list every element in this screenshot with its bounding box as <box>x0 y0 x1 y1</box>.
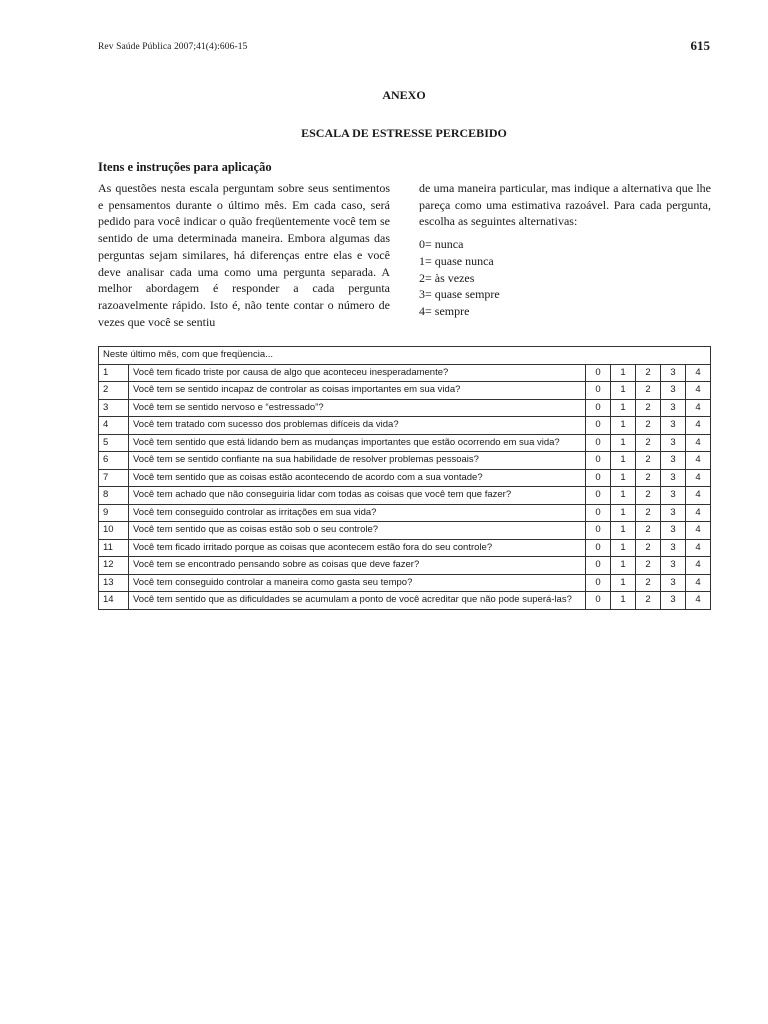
answer-option: 3 <box>661 487 686 505</box>
answer-option: 2 <box>636 557 661 575</box>
answer-option: 1 <box>611 399 636 417</box>
answer-option: 3 <box>661 557 686 575</box>
journal-citation: Rev Saúde Pública 2007;41(4):606-15 <box>98 42 248 52</box>
table-row <box>99 417 711 435</box>
annex-title: ANEXO <box>382 88 426 102</box>
answer-option: 4 <box>686 417 711 435</box>
answer-option: 1 <box>611 417 636 435</box>
answer-option: 4 <box>686 469 711 487</box>
answer-option: 4 <box>686 592 711 610</box>
scale-title: ESCALA DE ESTRESSE PERCEBIDO <box>301 126 507 140</box>
scale-option: 3= quase sempre <box>419 287 500 302</box>
answer-option: 1 <box>611 382 636 400</box>
answer-option: 0 <box>586 574 611 592</box>
stress-scale-table <box>98 346 711 610</box>
item-number: 10 <box>99 522 129 540</box>
item-number: 13 <box>99 574 129 592</box>
item-question: Você tem se sentido nervoso e “estressado”? <box>129 399 586 417</box>
answer-option: 3 <box>661 434 686 452</box>
answer-option: 3 <box>661 364 686 382</box>
item-number: 6 <box>99 452 129 470</box>
item-number: 3 <box>99 399 129 417</box>
answer-option: 4 <box>686 574 711 592</box>
answer-option: 2 <box>636 504 661 522</box>
answer-option: 2 <box>636 364 661 382</box>
instructions-left-column: As questões nesta escala perguntam sobre seus sentimentos e pensamentos durante o último mês. Em cada caso, será pedido para você indicar o quão freqüentemente você tem se sentido de uma determinada maneira. Embora algumas das perguntas sejam similares, há diferenças entre elas e você deve analisar cada uma como uma pergunta separada. A melhor abordagem é responder a cada pergunta razoavelmente rápido. Isto é, não tente contar o número de vezes que você se sentiu <box>98 181 390 329</box>
answer-option: 1 <box>611 452 636 470</box>
answer-option: 1 <box>611 539 636 557</box>
table-row <box>99 539 711 557</box>
answer-option: 0 <box>586 592 611 610</box>
answer-option: 0 <box>586 399 611 417</box>
table-header: Neste último mês, com que freqüencia... <box>99 347 711 365</box>
answer-option: 1 <box>611 592 636 610</box>
answer-option: 3 <box>661 399 686 417</box>
answer-option: 1 <box>611 557 636 575</box>
item-question: Você tem sentido que está lidando bem as mudanças importantes que estão ocorrendo em sua vida? <box>129 434 586 452</box>
item-number: 14 <box>99 592 129 610</box>
answer-option: 0 <box>586 504 611 522</box>
answer-option: 0 <box>586 557 611 575</box>
answer-option: 1 <box>611 469 636 487</box>
item-question: Você tem ficado triste por causa de algo que aconteceu inesperadamente? <box>129 364 586 382</box>
answer-option: 3 <box>661 522 686 540</box>
table-row <box>99 469 711 487</box>
item-question: Você tem se sentido confiante na sua habilidade de resolver problemas pessoais? <box>129 452 586 470</box>
answer-option: 3 <box>661 417 686 435</box>
answer-option: 3 <box>661 539 686 557</box>
table-row <box>99 574 711 592</box>
scale-option: 1= quase nunca <box>419 253 494 268</box>
answer-option: 0 <box>586 522 611 540</box>
section-title: Itens e instruções para aplicação <box>98 160 272 174</box>
item-number: 9 <box>99 504 129 522</box>
answer-option: 2 <box>636 487 661 505</box>
instructions-right-column <box>419 180 711 320</box>
answer-option: 4 <box>686 557 711 575</box>
answer-option: 4 <box>686 539 711 557</box>
answer-option: 2 <box>636 417 661 435</box>
answer-option: 4 <box>686 452 711 470</box>
table-row <box>99 504 711 522</box>
table-row <box>99 452 711 470</box>
answer-option: 0 <box>586 434 611 452</box>
answer-option: 3 <box>661 469 686 487</box>
answer-option: 2 <box>636 452 661 470</box>
answer-option: 3 <box>661 504 686 522</box>
table-row <box>99 557 711 575</box>
answer-option: 1 <box>611 522 636 540</box>
table-row <box>99 382 711 400</box>
answer-option: 1 <box>611 434 636 452</box>
answer-option: 3 <box>661 382 686 400</box>
answer-option: 3 <box>661 592 686 610</box>
answer-option: 4 <box>686 364 711 382</box>
item-question: Você tem sentido que as coisas estão sob o seu controle? <box>129 522 586 540</box>
page-number: 615 <box>690 38 710 53</box>
answer-option: 0 <box>586 487 611 505</box>
item-number: 2 <box>99 382 129 400</box>
answer-option: 0 <box>586 417 611 435</box>
table-row <box>99 592 711 610</box>
answer-option: 3 <box>661 574 686 592</box>
answer-option: 1 <box>611 504 636 522</box>
item-number: 11 <box>99 539 129 557</box>
answer-option: 4 <box>686 399 711 417</box>
scale-option: 0= nunca <box>419 237 464 252</box>
table-row <box>99 487 711 505</box>
item-question: Você tem sentido que as coisas estão acontecendo de acordo com a sua vontade? <box>129 469 586 487</box>
scale-option: 4= sempre <box>419 303 470 318</box>
item-question: Você tem ficado irritado porque as coisas que acontecem estão fora do seu controle? <box>129 539 586 557</box>
answer-option: 4 <box>686 382 711 400</box>
item-question: Você tem se sentido incapaz de controlar as coisas importantes em sua vida? <box>129 382 586 400</box>
item-number: 4 <box>99 417 129 435</box>
table-row <box>99 399 711 417</box>
answer-option: 2 <box>636 592 661 610</box>
answer-option: 2 <box>636 574 661 592</box>
answer-option: 0 <box>586 364 611 382</box>
answer-option: 2 <box>636 522 661 540</box>
scale-options-list <box>419 236 711 320</box>
item-question: Você tem conseguido controlar as irritações em sua vida? <box>129 504 586 522</box>
item-question: Você tem se encontrado pensando sobre as coisas que deve fazer? <box>129 557 586 575</box>
answer-option: 2 <box>636 434 661 452</box>
answer-option: 0 <box>586 539 611 557</box>
table-row <box>99 522 711 540</box>
scale-option: 2= às vezes <box>419 270 475 285</box>
answer-option: 2 <box>636 399 661 417</box>
answer-option: 4 <box>686 504 711 522</box>
answer-option: 1 <box>611 487 636 505</box>
table-header-row <box>99 347 711 365</box>
item-number: 5 <box>99 434 129 452</box>
item-number: 12 <box>99 557 129 575</box>
item-number: 1 <box>99 364 129 382</box>
instructions-right-text: de uma maneira particular, mas indique a alternativa que lhe pareça como uma estimativa razoável. Para cada pergunta, escolha as seguintes alternativas: <box>419 181 711 229</box>
answer-option: 2 <box>636 382 661 400</box>
answer-option: 2 <box>636 539 661 557</box>
answer-option: 1 <box>611 364 636 382</box>
answer-option: 1 <box>611 574 636 592</box>
item-number: 7 <box>99 469 129 487</box>
answer-option: 4 <box>686 522 711 540</box>
item-question: Você tem sentido que as dificuldades se acumulam a ponto de você acreditar que não pode superá-las? <box>129 592 586 610</box>
answer-option: 3 <box>661 452 686 470</box>
item-question: Você tem achado que não conseguiria lidar com todas as coisas que você tem que fazer? <box>129 487 586 505</box>
table-row <box>99 434 711 452</box>
table-row <box>99 364 711 382</box>
answer-option: 2 <box>636 469 661 487</box>
answer-option: 0 <box>586 452 611 470</box>
answer-option: 4 <box>686 487 711 505</box>
answer-option: 0 <box>586 382 611 400</box>
item-question: Você tem tratado com sucesso dos problemas difíceis da vida? <box>129 417 586 435</box>
answer-option: 4 <box>686 434 711 452</box>
item-question: Você tem conseguido controlar a maneira como gasta seu tempo? <box>129 574 586 592</box>
answer-option: 0 <box>586 469 611 487</box>
item-number: 8 <box>99 487 129 505</box>
